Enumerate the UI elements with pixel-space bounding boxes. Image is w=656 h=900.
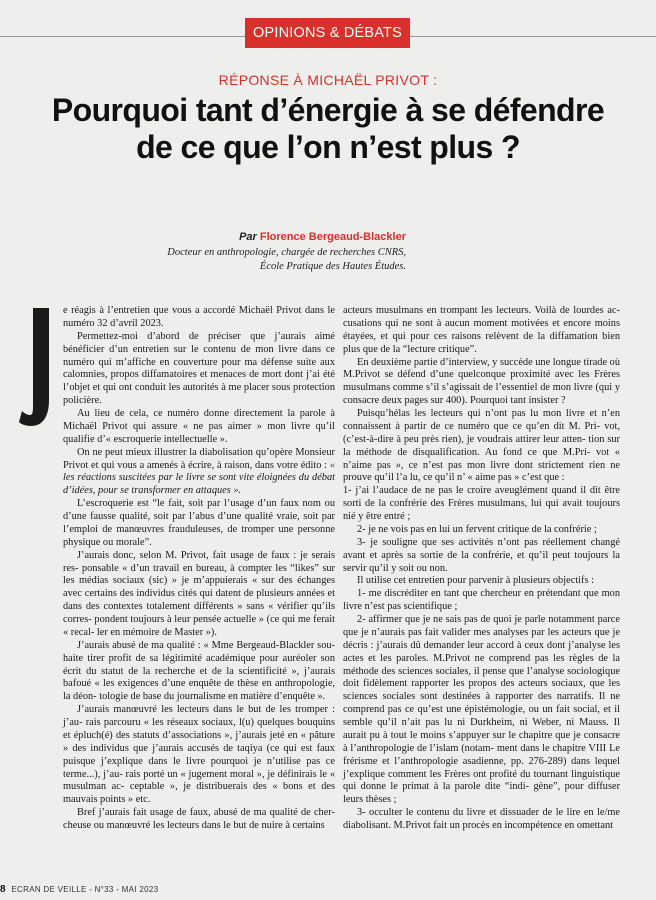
- byline: [239, 231, 406, 243]
- paragraph: [343, 305, 620, 357]
- text: 3- je souligne que ses activités n’ont pas réellement changé avant: [343, 536, 620, 561]
- text: Bref j’aurais fait usage de faux, abusé de ma qualité de cher-: [77, 807, 335, 819]
- byline-prefix: Par: [239, 231, 257, 243]
- paragraph: [343, 575, 620, 588]
- paragraph: [63, 550, 335, 640]
- text: « les exigences d’une enquête de thèse en anthropologie, la déon-: [63, 678, 335, 703]
- text: d’une fausse qualité, soit par l’abus d’une qualité vraie, soit par: [63, 511, 335, 522]
- paragraph: [63, 305, 335, 331]
- headline-line-2: de ce que l’on n’est plus ?: [136, 129, 520, 165]
- section-banner: OPINIONS & DÉBATS: [245, 18, 410, 48]
- text: livre n’est pas scientifique ;: [343, 601, 458, 613]
- text: 3- occulter le contenu du livre et dissuader de le lire en le/me: [357, 807, 620, 819]
- text: une épistémologie, ou un fait social, et il semble qu’il n’ait pas lu ni: [343, 704, 620, 728]
- text: vot « n’aime pas », ce n’est pas mon livre dont strictement: [343, 446, 620, 471]
- paragraph: [63, 447, 335, 499]
- text: haite tirer profit de sa légitimité académique pour auréoler son: [63, 652, 335, 664]
- paragraph: [343, 807, 620, 833]
- text: étayées, et qui pour ces raisons relèvent de la diffamation bien plus: [343, 330, 620, 355]
- text: Privot et qui vous a amenés à écrire, à raison, dans votre édito :: [63, 459, 328, 471]
- article-column-2: [343, 305, 620, 833]
- text: tologie de base du journalisme en matière d’enquête ».: [99, 691, 326, 703]
- banner-rule-left: [0, 36, 245, 37]
- text: certains des individus cités qui datent de plusieurs années et dans: [63, 588, 335, 613]
- paragraph: [343, 537, 620, 576]
- text: ler en mémoire de Master »).: [96, 626, 217, 638]
- text: je n’aurais pas fait valider mes analyses par les acteurs que je décris :: [343, 626, 620, 651]
- text: En deuxième partie d’interview, y succède une longue tirade où: [357, 356, 620, 368]
- text: ceptable », je distribuerais des « bons et des mauvais points » etc.: [63, 781, 335, 806]
- text: cheuse ou manœuvré les lecteurs dans le but de nuire à certains: [63, 820, 325, 831]
- text: J’aurais abusé de ma qualité : « Mme Bergeaud-Blackler sou-: [77, 639, 335, 651]
- text: nié y être entré ;: [343, 511, 411, 522]
- text: j’aurais dû demander leur accord à ceux dont j’analyse les actes et: [343, 639, 620, 664]
- text: J’aurais manœuvré les lecteurs dans le but de les tromper : j’au-: [63, 704, 335, 728]
- text: pp. 276-289) dans lequel j’explique comment les Frères ont profité: [343, 755, 621, 780]
- headline-line-1: Pourquoi tant d’énergie à se défendre: [51, 92, 605, 128]
- paragraph: [63, 331, 335, 408]
- text: 1- j’ai l’audace de ne pas le croire aveuglément quand il dit être: [343, 485, 620, 497]
- text: 2- je ne vois pas en lui un fervent critique de la confrérie ;: [357, 523, 597, 535]
- text: physique ou morale”.: [63, 536, 152, 548]
- text: Puisqu’hélas les lecteurs qui n’ont pas lu mon livre et n’en: [357, 408, 620, 419]
- text: sont destinées à rapporter des narratifs. Il ne comprend pas ce qu’est: [343, 691, 620, 716]
- text: M.Privot se défend d’une quelconque proximité avec les Frères: [343, 369, 620, 381]
- paragraph: [343, 408, 620, 485]
- text: sur le chapitre que je consacre à l’anthropologie de l’islam (notam-: [343, 729, 620, 754]
- text: à Michaël Privot qui assure « ne pas aimer » mon livre: [63, 408, 335, 432]
- text: 2- affirmer que je ne sais pas de quoi je parle notamment parce que: [343, 614, 620, 638]
- text: rien ne prouve qu’il l’a lu, ce qu’il n’ « aime pas » c’est que :: [343, 459, 620, 484]
- text: qu’il qualifie d’« escroquerie intellectuelle ».: [63, 420, 335, 445]
- text: rapporter les propos des acteurs sociaux, que les sciences sociales: [343, 678, 620, 703]
- text: pondent toujours à leur pensée actuelle » (ce qui me ferait « recal-: [63, 614, 335, 638]
- text: Permettez-moi d’abord de préciser que j’aurais aimé: [77, 330, 335, 342]
- text: L’escroquerie est “le fait, soit par l’usage d’un faux nom ou: [77, 498, 335, 510]
- text: Il utilise cet entretien pour parvenir à plusieurs objectifs :: [357, 575, 594, 587]
- paragraph: [343, 614, 620, 807]
- text: ponsable « d’un travail en bureau, à compter les “likes” sur les: [63, 562, 335, 587]
- text: Au lieu de cela, ce numéro donne directement la parole: [77, 408, 326, 419]
- dropcap: [19, 308, 51, 426]
- page-number: 8: [0, 884, 6, 895]
- text: 1- me discréditer en tant que chercheur en prétendant que mon: [357, 588, 620, 600]
- kicker: RÉPONSE À MICHAËL PRIVOT :: [218, 72, 438, 88]
- text: vot, (c’est-à-dire à peu près rien), je voudrais attirer leur atten-: [343, 420, 620, 445]
- text: sciences sociales, il pense que l’analyse sociologique doit fidèlement: [343, 665, 620, 690]
- text: y soit ou non.: [391, 562, 448, 574]
- text: ce numéro qui m’affiche en couverture pour ma défense: [63, 343, 335, 368]
- text: e réagis à l’entretien que vous a accordé Michaël Privot: [63, 305, 302, 316]
- text: Durkheim, ni Weber, ni Mauss. Il aurait pu à tout le moins s’appuyer: [343, 717, 620, 741]
- paragraph: [63, 640, 335, 704]
- text: me placer sous protection policière.: [63, 382, 335, 407]
- text: et après sa sortie de la confrérie, et qu’il peut toujours la servir qu’il: [343, 549, 620, 574]
- text: rais porté un « jugement moral », je définirais le « musulman ac-: [63, 768, 335, 793]
- publication-info: ECRAN DE VEILLE - N°33 - MAI 2023: [11, 885, 159, 894]
- text: cusations qui ne sont à aucun moment motivées et encore moins: [343, 317, 620, 329]
- text: suite aux calomnies, propos diffamatoires et menaces de: [63, 356, 335, 381]
- text: écrit du statut de la recherche et de la scientificité », j’aurais bafoué: [63, 665, 335, 690]
- text: des contextes totalement différents » sans « vérifier qu’ils corres-: [63, 601, 336, 625]
- paragraph: [63, 408, 335, 447]
- paragraph: [343, 357, 620, 409]
- text: épluch(é) des statuts d’associations », j’aurais jeté en « pâture »: [63, 729, 335, 754]
- article-column-1: [63, 305, 335, 833]
- text: d’idées, pour se transformer en attaques ».: [63, 485, 242, 497]
- text: « les réactions suscitées par le livre se sont vite éloignées du débat: [63, 459, 335, 484]
- text: que de la “lecture critique”.: [362, 343, 477, 355]
- affiliation-line-1: Docteur en anthropologie, chargée de recherches CNRS,: [167, 247, 406, 258]
- text: musulmans comme s’il s’agissait de l’essentiel de mon livre (qui y: [343, 382, 620, 394]
- author-name: Florence Bergeaud-Blackler: [259, 231, 406, 243]
- text: consacre deux pages sur 400). Pourquoi tant insister ?: [343, 395, 566, 407]
- text: On ne peut mieux illustrer la diabolisation qu’opère Monsieur: [77, 446, 335, 458]
- text: mort dont j’ai été l’objet et qui ont conduit les autorités à: [63, 369, 335, 394]
- text: acteurs musulmans en trompant les lecteurs. Voilà de lourdes ac-: [343, 305, 620, 316]
- affiliation-line-2: École Pratique des Hautes Études.: [259, 261, 406, 272]
- text: des individus que j’aurais accusés de taqiya (ce qui est faux puisque: [63, 742, 335, 767]
- text: du tournant linguistique qui donne le primat à la parole dite “indi-: [343, 768, 620, 793]
- text: dans le numéro 32 d’avril 2023.: [63, 305, 335, 329]
- paragraph: [63, 498, 335, 550]
- text: j’explique dans le livre pourquoi je n’utilise pas ce terme...), j’au-: [63, 755, 335, 780]
- text: diabolisant. M.Privot fait un procès en incompétence en omettant: [343, 820, 614, 831]
- text: médias sociaux (sic) » je m’appuierais « sur des échanges avec: [63, 575, 335, 600]
- paragraph: [63, 704, 335, 807]
- page-footer: [0, 884, 158, 895]
- text: connaissent à partir de ce numéro que ce qu’en dit M. Pri-: [343, 420, 601, 432]
- headline: [0, 92, 656, 166]
- text: bénéficier d’un entretien sur le contenu de mon livre dans: [63, 343, 322, 355]
- paragraph: [343, 524, 620, 537]
- text: ment dans le chapitre VIII Le frérisme et l’anthropologie asadienne,: [343, 742, 620, 767]
- text: gène”, pour diffuser leurs thèses ;: [343, 781, 621, 806]
- text: tion sur la méthode de disqualification. Au fond ce que M.Pri-: [343, 433, 620, 458]
- paragraph: [343, 485, 620, 524]
- paragraph: [63, 807, 335, 833]
- text: les paroles. M.Privot ne comprend pas les règles de la méthode des: [343, 652, 620, 677]
- text: l’emploi de manœuvres frauduleuses, de tromper une personne: [63, 523, 335, 535]
- text: sorti de la confrérie des Frères musulmans, lui qui avait toujours: [343, 498, 620, 510]
- paragraph: [343, 588, 620, 614]
- text: rais parcouru « les réseaux sociaux, l(u) quelques bouquins et: [63, 717, 336, 741]
- text: J’aurais donc, selon M. Privot, fait usage de faux : je serais res-: [63, 549, 335, 574]
- banner-rule-right: [410, 36, 656, 37]
